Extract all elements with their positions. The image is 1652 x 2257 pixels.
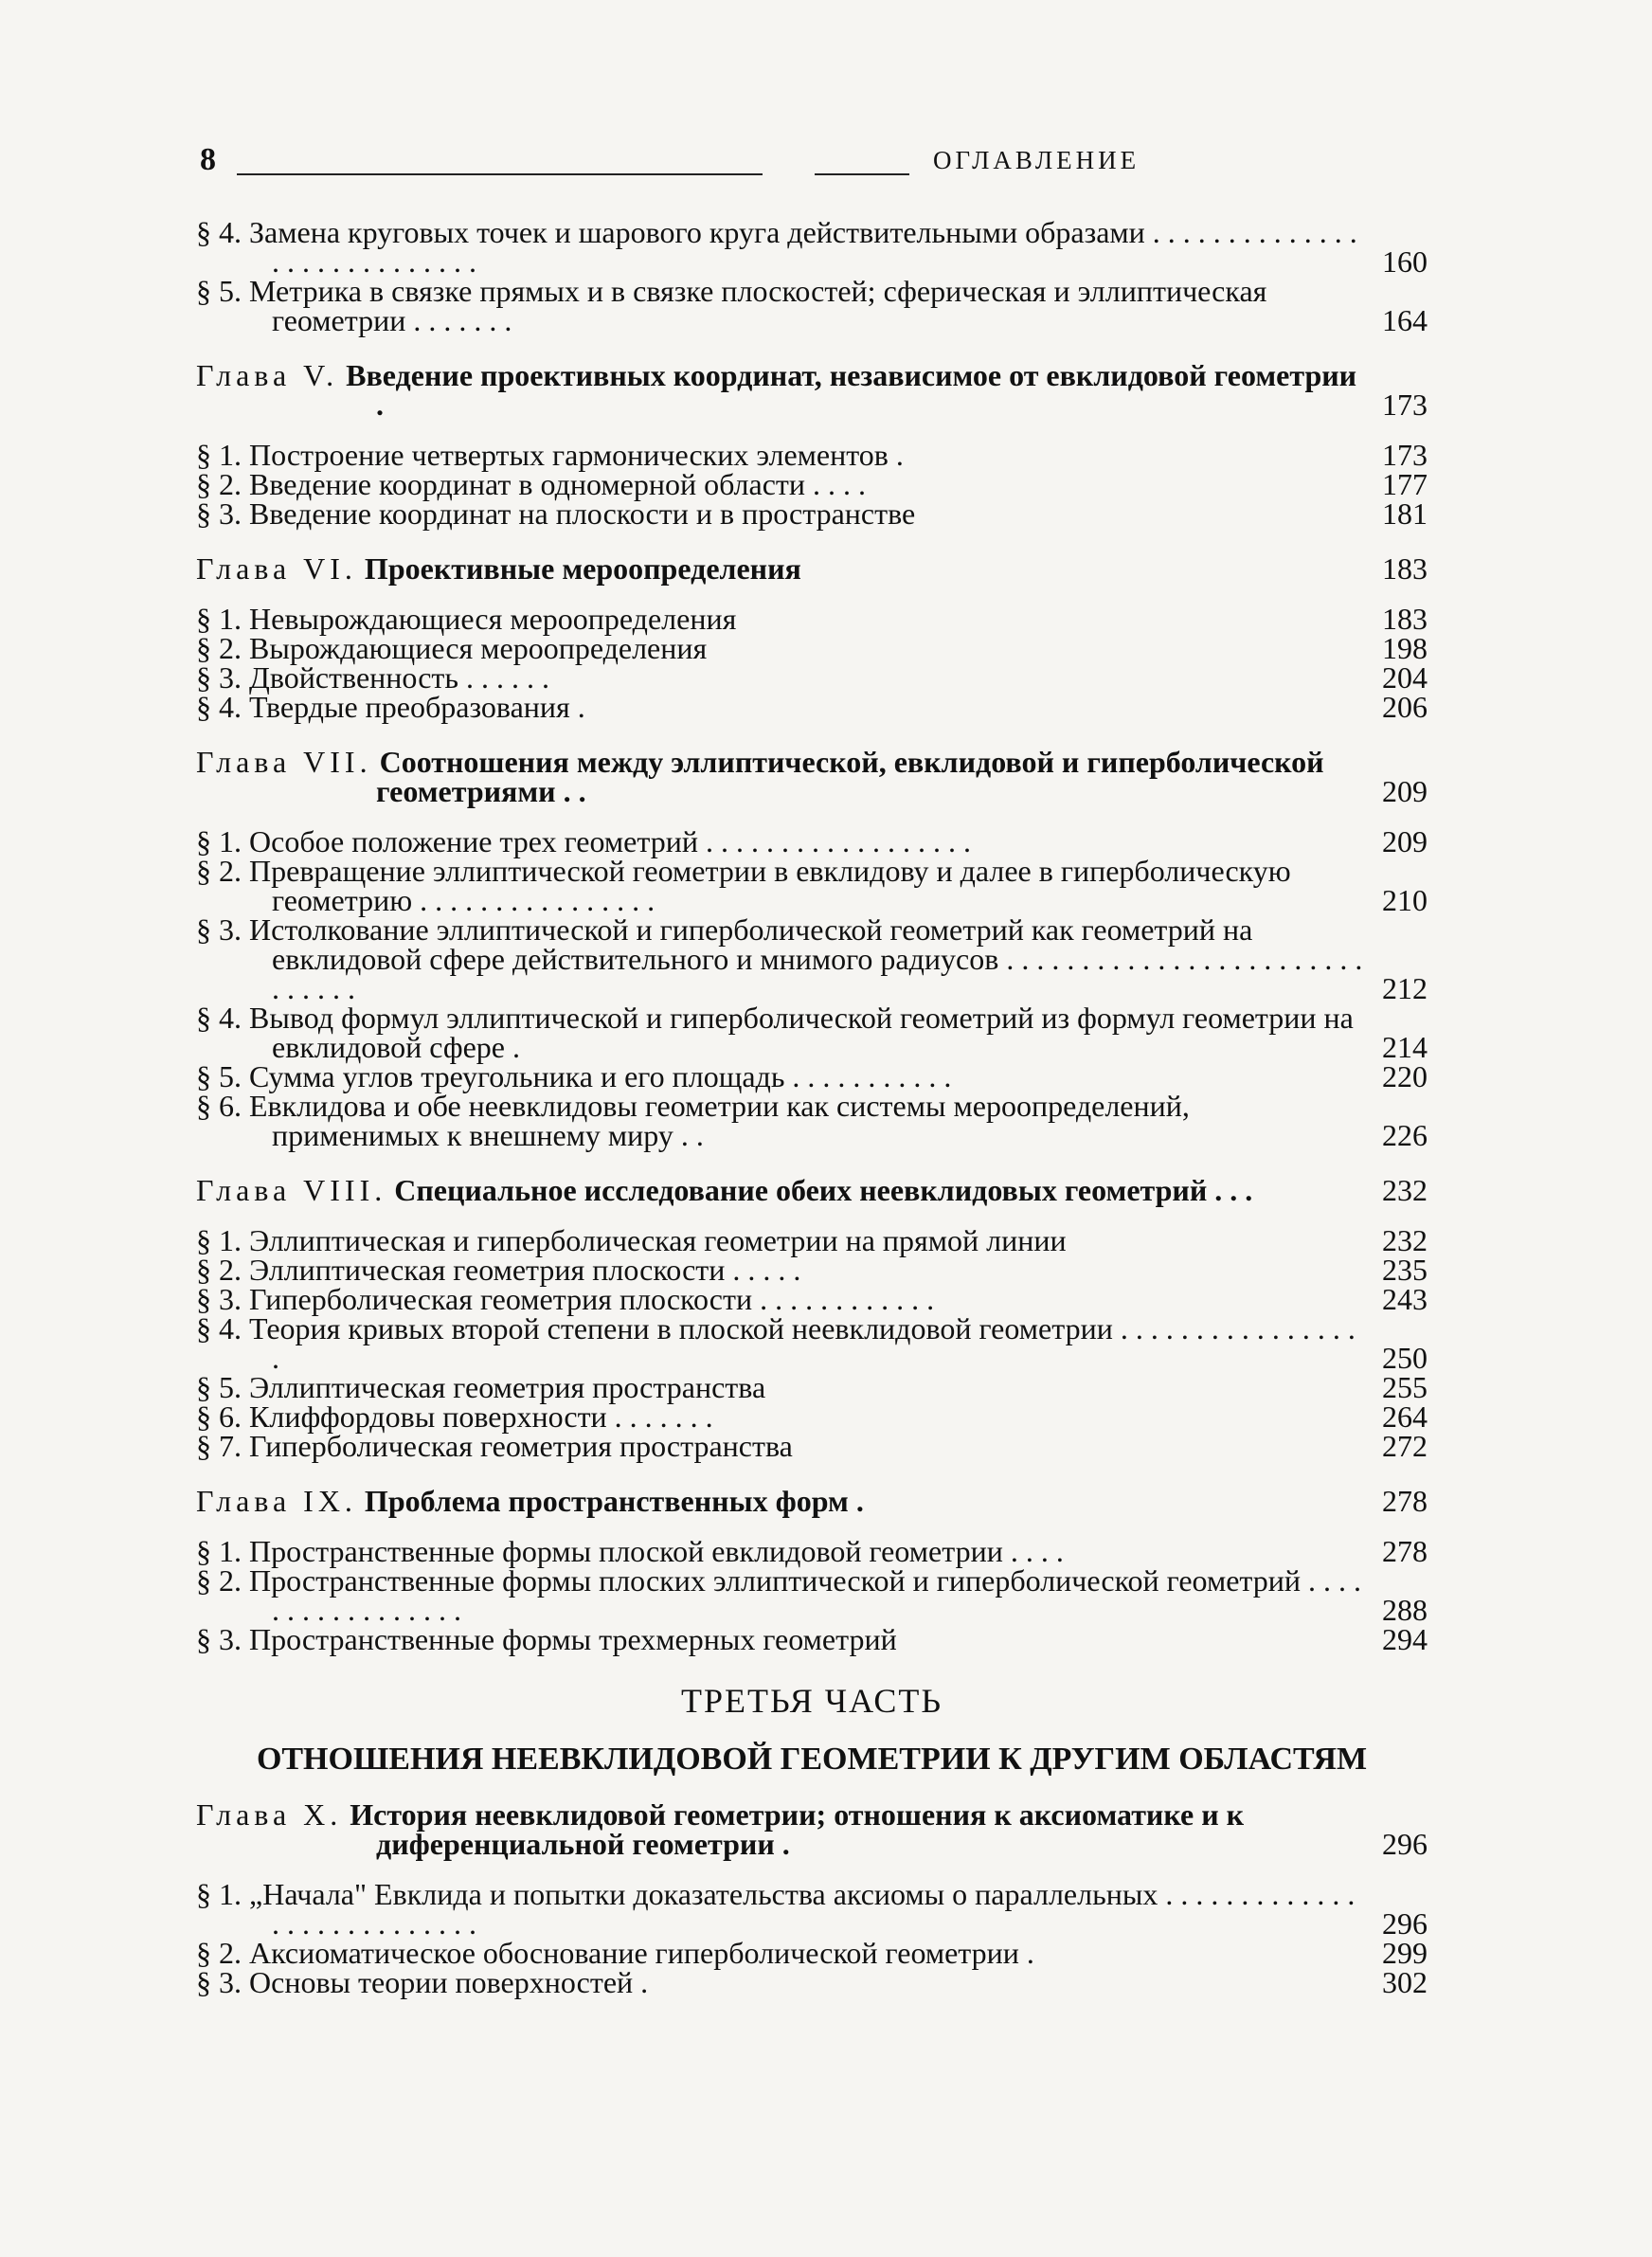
table-of-contents bbox=[196, 215, 1428, 1999]
toc-item-text: § 4. Твердые преобразования . bbox=[196, 690, 585, 724]
chapter-page: 183 bbox=[1382, 551, 1428, 586]
toc-item-text: § 6. Клиффордовы поверхности . . . . . . . bbox=[196, 1399, 713, 1434]
toc-item-page: 302 bbox=[1382, 1965, 1428, 1999]
toc-item bbox=[196, 1534, 1428, 1568]
toc-item-page: 210 bbox=[1382, 883, 1428, 917]
toc-item bbox=[196, 660, 1428, 695]
toc-item bbox=[196, 215, 1428, 279]
page-number: 8 bbox=[200, 142, 216, 177]
chapter-title: История неевклидовой геометрии; отношения к аксиоматике и к диференциальной геометрии . bbox=[350, 1797, 1245, 1861]
toc-item-text: § 3. Гиперболическая геометрия плоскости . . . . . . . . . . . . bbox=[196, 1282, 935, 1316]
chapter-heading bbox=[196, 551, 1428, 586]
toc-item-page: 204 bbox=[1382, 660, 1428, 695]
toc-item-page: 212 bbox=[1382, 971, 1428, 1005]
toc-item-text: § 6. Евклидова и обе неевклидовы геометрии как системы мероопределений, применимых к внешнему миру . . bbox=[196, 1089, 1190, 1152]
chapter-number: Глава IX. bbox=[196, 1484, 357, 1518]
chapter-number: Глава VI. bbox=[196, 551, 357, 586]
toc-item-text: § 1. Невырождающиеся мероопределения bbox=[196, 602, 737, 636]
toc-item bbox=[196, 854, 1428, 917]
toc-item bbox=[196, 1223, 1428, 1257]
chapter-title: Проективные мероопределения bbox=[364, 551, 801, 586]
toc-item bbox=[196, 1936, 1428, 1970]
toc-item-page: 160 bbox=[1382, 244, 1428, 279]
toc-item-page: 255 bbox=[1382, 1370, 1428, 1404]
toc-item bbox=[196, 1059, 1428, 1093]
chapter-number: Глава X. bbox=[196, 1797, 343, 1832]
toc-item-text: § 7. Гиперболическая геометрия пространства bbox=[196, 1429, 793, 1463]
toc-item bbox=[196, 1399, 1428, 1434]
toc-item bbox=[196, 1965, 1428, 1999]
chapter-page: 296 bbox=[1382, 1827, 1428, 1861]
toc-item-page: 232 bbox=[1382, 1223, 1428, 1257]
toc-item-page: 198 bbox=[1382, 631, 1428, 665]
toc-item-text: § 3. Основы теории поверхностей . bbox=[196, 1965, 649, 1999]
header-rule-right bbox=[815, 173, 909, 175]
toc-item bbox=[196, 1370, 1428, 1404]
toc-item-page: 181 bbox=[1382, 497, 1428, 531]
toc-item-page: 206 bbox=[1382, 690, 1428, 724]
toc-item-page: 220 bbox=[1382, 1059, 1428, 1093]
toc-item-text: § 2. Превращение эллиптической геометрии в евклидову и далее в гиперболическую геометрию . . . . . . . . . . . . . . . . bbox=[196, 854, 1291, 917]
toc-item-text: § 5. Сумма углов треугольника и его площадь . . . . . . . . . . . bbox=[196, 1059, 952, 1093]
toc-item-text: § 2. Эллиптическая геометрия плоскости . . . . . bbox=[196, 1253, 801, 1287]
toc-item-page: 299 bbox=[1382, 1936, 1428, 1970]
toc-item-page: 177 bbox=[1382, 467, 1428, 501]
chapter-title: Специальное исследование обеих неевклидовых геометрий . . . bbox=[394, 1173, 1253, 1207]
toc-item bbox=[196, 690, 1428, 724]
chapter-heading bbox=[196, 358, 1428, 422]
toc-item bbox=[196, 274, 1428, 337]
toc-item bbox=[196, 912, 1428, 1005]
chapter-number: Глава VIII. bbox=[196, 1173, 387, 1207]
toc-item-page: 164 bbox=[1382, 303, 1428, 337]
toc-item-text: § 2. Аксиоматическое обоснование гиперболической геометрии . bbox=[196, 1936, 1034, 1970]
toc-item-text: § 3. Введение координат на плоскости и в пространстве bbox=[196, 497, 916, 531]
toc-item bbox=[196, 1255, 1428, 1285]
toc-item-text: § 1. Эллиптическая и гиперболическая геометрии на прямой линии bbox=[196, 1223, 1067, 1257]
toc-item-page: 296 bbox=[1382, 1906, 1428, 1941]
chapter-number: Глава V. bbox=[196, 358, 339, 392]
toc-item-text: § 2. Вырождающиеся мероопределения bbox=[196, 631, 708, 665]
toc-item-page: 264 bbox=[1382, 1399, 1428, 1434]
chapter-heading bbox=[196, 1173, 1428, 1207]
header-title: ОГЛАВЛЕНИЕ bbox=[933, 146, 1140, 174]
chapter-number: Глава VII. bbox=[196, 745, 372, 779]
toc-item-page: 278 bbox=[1382, 1534, 1428, 1568]
header-rule-left bbox=[237, 173, 763, 175]
toc-item-page: 214 bbox=[1382, 1030, 1428, 1064]
toc-item-text: § 5. Эллиптическая геометрия пространства bbox=[196, 1370, 766, 1404]
toc-item-page: 209 bbox=[1382, 824, 1428, 858]
toc-item-text: § 2. Пространственные формы плоских эллиптической и гиперболической геометрий . . . . . . . . . . . . . . . . . bbox=[196, 1563, 1362, 1627]
toc-item bbox=[196, 1282, 1428, 1316]
toc-item bbox=[196, 1003, 1428, 1062]
toc-item bbox=[196, 1622, 1428, 1656]
toc-item bbox=[196, 631, 1428, 665]
toc-item-page: 235 bbox=[1382, 1253, 1428, 1287]
chapter-heading bbox=[196, 1797, 1428, 1861]
toc-item-text: § 1. Построение четвертых гармонических элементов . bbox=[196, 438, 904, 472]
toc-item-text: § 1. Особое положение трех геометрий . . . . . . . . . . . . . . . . . . bbox=[196, 824, 971, 858]
toc-item-text: § 1. Пространственные формы плоской евклидовой геометрии . . . . bbox=[196, 1534, 1064, 1568]
toc-item-text: § 4. Вывод формул эллиптической и гиперболической геометрий из формул геометрии на евклидовой сфере . bbox=[196, 1001, 1354, 1064]
toc-item bbox=[196, 1429, 1428, 1463]
toc-item bbox=[196, 499, 1428, 529]
toc-item-page: 294 bbox=[1382, 1622, 1428, 1656]
toc-item-text: § 2. Введение координат в одномерной области . . . . bbox=[196, 467, 867, 501]
toc-item-text: § 3. Истолкование эллиптической и гиперболической геометрий как геометрий на евклидовой сфере действительного и мнимого радиусов . . . . . . . . . . . . . . . . . . . . . . . . . . . . . . bbox=[196, 912, 1363, 1005]
toc-item bbox=[196, 824, 1428, 858]
toc-item-page: 183 bbox=[1382, 602, 1428, 636]
chapter-title: Введение проективных координат, независимое от евклидовой геометрии . bbox=[346, 358, 1357, 422]
chapter-page: 173 bbox=[1382, 388, 1428, 422]
part-subtitle: ОТНОШЕНИЯ НЕЕВКЛИДОВОЙ ГЕОМЕТРИИ К ДРУГИМ ОБЛАСТЯМ bbox=[256, 1742, 1368, 1777]
toc-item-text: § 3. Пространственные формы трехмерных геометрий bbox=[196, 1622, 897, 1656]
toc-item-page: 226 bbox=[1382, 1118, 1428, 1152]
toc-item-text: § 3. Двойственность . . . . . . bbox=[196, 660, 549, 695]
chapter-title: Соотношения между эллиптической, евклидовой и гиперболической геометриями . . bbox=[376, 745, 1324, 808]
toc-item bbox=[196, 1089, 1428, 1152]
page-header bbox=[194, 142, 1416, 184]
toc-item-page: 173 bbox=[1382, 438, 1428, 472]
toc-item bbox=[196, 602, 1428, 636]
toc-item-text: § 5. Метрика в связке прямых и в связке плоскостей; сферическая и эллиптическая геометрии . . . . . . . bbox=[196, 274, 1267, 337]
chapter-page: 278 bbox=[1382, 1484, 1428, 1518]
toc-item-text: § 4. Замена круговых точек и шарового круга действительными образами . . . . . . . . . . . . . . . . . . . . . . . . . . . . bbox=[196, 215, 1357, 279]
toc-item-page: 288 bbox=[1382, 1593, 1428, 1627]
toc-item bbox=[196, 1563, 1428, 1627]
toc-item bbox=[196, 1311, 1428, 1375]
toc-item-text: § 1. „Начала" Евклида и попытки доказательства аксиомы о параллельных . . . . . . . . . . . . . . . . . . . . . . . . . . . bbox=[196, 1877, 1356, 1941]
chapter-title: Проблема пространственных форм . bbox=[364, 1484, 864, 1518]
toc-item bbox=[196, 1877, 1428, 1941]
toc-item bbox=[196, 467, 1428, 501]
part-title: ТРЕТЬЯ ЧАСТЬ bbox=[680, 1682, 943, 1720]
chapter-heading bbox=[196, 745, 1428, 808]
chapter-heading bbox=[196, 1484, 1428, 1518]
toc-item-page: 272 bbox=[1382, 1429, 1428, 1463]
chapter-page: 232 bbox=[1382, 1173, 1428, 1207]
chapter-page: 209 bbox=[1382, 774, 1428, 808]
toc-item-page: 243 bbox=[1382, 1282, 1428, 1316]
toc-item-page: 250 bbox=[1382, 1341, 1428, 1375]
toc-item bbox=[196, 438, 1428, 472]
toc-item-text: § 4. Теория кривых второй степени в плоской неевклидовой геометрии . . . . . . . . . . . . . . . . . bbox=[196, 1311, 1356, 1375]
